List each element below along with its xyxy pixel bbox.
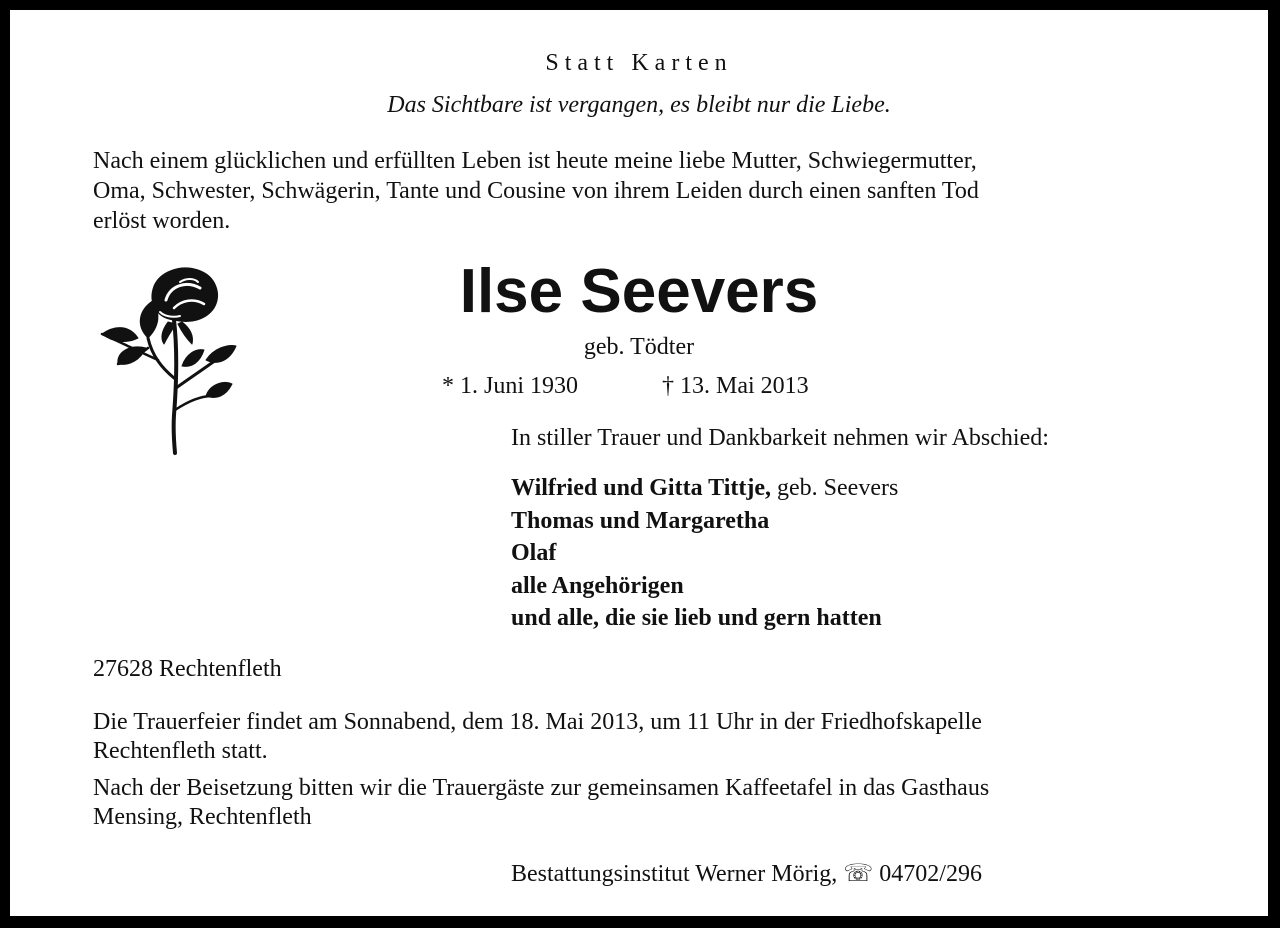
family-entry xyxy=(511,602,898,635)
family-entry-name: alle Angehörigen xyxy=(511,572,684,599)
notice-header: Statt Karten xyxy=(545,50,733,76)
family-entry xyxy=(511,570,898,603)
death-date: † 13. Mai 2013 xyxy=(662,373,809,399)
family-entry-note: geb. Seevers xyxy=(771,475,899,501)
intro-line: Nach einem glücklichen und erfüllten Leben ist heute meine liebe Mutter, Schwiegermutter, xyxy=(93,148,977,174)
family-entry-name: Olaf xyxy=(511,540,557,566)
coffee-invitation-text xyxy=(93,774,1193,832)
family-entry xyxy=(511,505,898,538)
intro-line: Oma, Schwester, Schwägerin, Tante und Cousine von ihrem Leiden durch einen sanften Tod xyxy=(93,178,979,204)
motto: Das Sichtbare ist vergangen, es bleibt nur die Liebe. xyxy=(387,92,891,118)
deceased-name: Ilse Seevers xyxy=(459,257,819,326)
undertaker-contact: Bestattungsinstitut Werner Mörig, ☏ 04702/296 xyxy=(511,861,982,887)
obituary-notice xyxy=(10,10,1268,916)
service-line: Rechtenfleth statt. xyxy=(93,738,268,764)
family-entry-name: Wilfried und Gitta Tittje, xyxy=(511,475,772,501)
family-entry xyxy=(511,472,898,505)
family-entry-name: und alle, die sie lieb und gern hatten xyxy=(511,605,882,631)
family-entry-name: Thomas und Margaretha xyxy=(511,507,770,534)
birth-date: * 1. Juni 1930 xyxy=(442,373,579,399)
intro-line: erlöst worden. xyxy=(93,208,231,234)
mourning-line: In stiller Trauer und Dankbarkeit nehmen wir Abschied: xyxy=(511,425,1049,451)
coffee-line: Mensing, Rechtenfleth xyxy=(93,804,312,830)
coffee-line: Nach der Beisetzung bitten wir die Trauergäste zur gemeinsamen Kaffeetafel in das Gasthaus xyxy=(93,775,990,801)
intro-text xyxy=(93,146,1193,236)
family-entry xyxy=(511,537,898,570)
service-line: Die Trauerfeier findet am Sonnabend, dem 18. Mai 2013, um 11 Uhr in der Friedhofskapelle xyxy=(93,709,982,735)
place: 27628 Rechtenfleth xyxy=(93,656,282,682)
maiden-name: geb. Tödter xyxy=(583,334,695,360)
funeral-service-text xyxy=(93,708,1193,766)
family-list xyxy=(511,472,898,635)
